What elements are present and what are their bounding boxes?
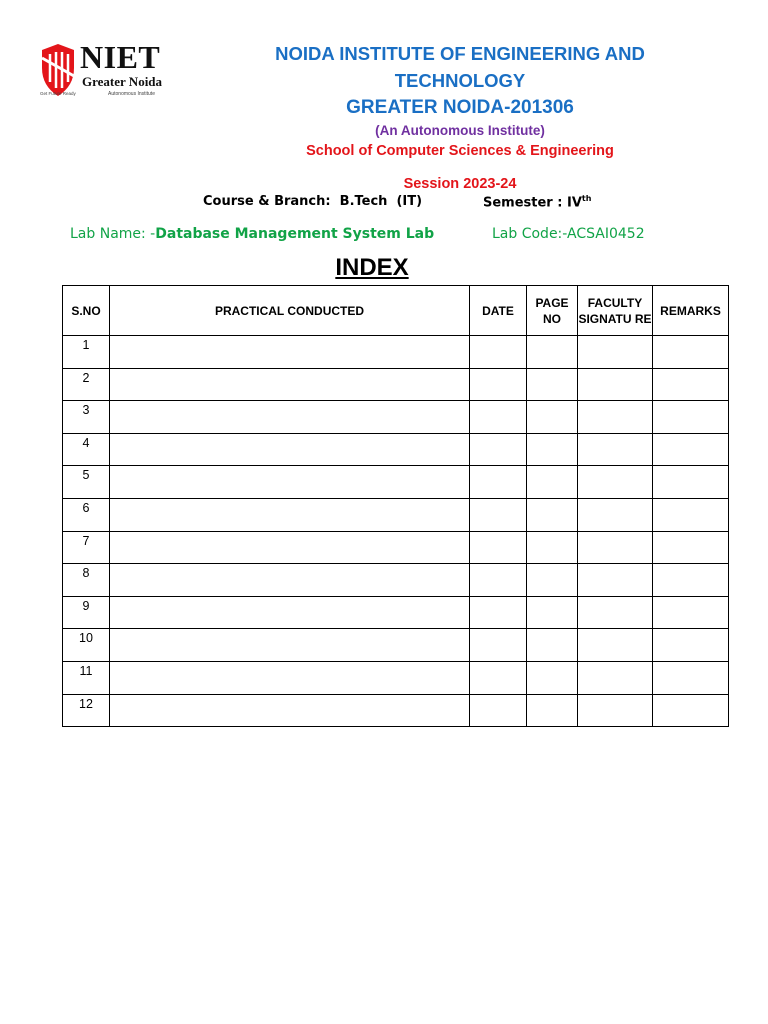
practical-cell bbox=[110, 564, 470, 597]
header-faculty-signature: FACULTY SIGNATU RE bbox=[578, 286, 653, 336]
index-table bbox=[62, 285, 729, 727]
sno-cell: 8 bbox=[63, 564, 110, 597]
remarks-cell bbox=[653, 336, 729, 369]
page-no-cell bbox=[527, 661, 578, 694]
institute-city: GREATER NOIDA-201306 bbox=[346, 97, 574, 118]
course-value: B.Tech (IT) bbox=[339, 194, 423, 209]
page-no-cell bbox=[527, 336, 578, 369]
page-no-cell bbox=[527, 368, 578, 401]
faculty-signature-cell bbox=[578, 368, 653, 401]
logo-text: NIET bbox=[80, 39, 161, 75]
logo-subtitle: Greater Noida bbox=[82, 74, 163, 89]
header-practical: PRACTICAL CONDUCTED bbox=[110, 286, 470, 336]
table-row bbox=[63, 433, 729, 466]
course-branch bbox=[203, 194, 422, 209]
remarks-cell bbox=[653, 694, 729, 727]
logo-tagline: Get Future Ready bbox=[40, 91, 76, 96]
remarks-cell bbox=[653, 466, 729, 499]
school-name: School of Computer Sciences & Engineering bbox=[306, 143, 614, 159]
lab-name-value: Database Management System Lab bbox=[155, 226, 435, 242]
faculty-signature-cell bbox=[578, 336, 653, 369]
table-row bbox=[63, 336, 729, 369]
faculty-signature-cell bbox=[578, 531, 653, 564]
page-no-cell bbox=[527, 401, 578, 434]
document-header bbox=[240, 40, 680, 163]
practical-cell bbox=[110, 596, 470, 629]
lab-name-label: Lab Name: - bbox=[70, 226, 156, 242]
remarks-cell bbox=[653, 596, 729, 629]
date-cell bbox=[470, 368, 527, 401]
remarks-cell bbox=[653, 401, 729, 434]
date-cell bbox=[470, 629, 527, 662]
semester-value: IV bbox=[566, 195, 582, 211]
session-label: Session 2023-24 bbox=[403, 176, 517, 192]
practical-cell bbox=[110, 694, 470, 727]
practical-cell bbox=[110, 433, 470, 466]
page-no-cell bbox=[527, 498, 578, 531]
institute-name-line1: NOIDA INSTITUTE OF ENGINEERING AND bbox=[275, 43, 645, 64]
practical-cell bbox=[110, 466, 470, 499]
practical-cell bbox=[110, 401, 470, 434]
date-cell bbox=[470, 661, 527, 694]
date-cell bbox=[470, 564, 527, 597]
faculty-signature-cell bbox=[578, 661, 653, 694]
table-row bbox=[63, 564, 729, 597]
table-row bbox=[63, 629, 729, 662]
sno-cell: 9 bbox=[63, 596, 110, 629]
page-no-cell bbox=[527, 596, 578, 629]
lab-code-value: ACSAI0452 bbox=[567, 226, 645, 242]
table-header-row bbox=[63, 286, 729, 336]
header-sno: S.NO bbox=[63, 286, 110, 336]
page-no-cell bbox=[527, 629, 578, 662]
table-row bbox=[63, 401, 729, 434]
practical-cell bbox=[110, 661, 470, 694]
practical-cell bbox=[110, 531, 470, 564]
faculty-signature-cell bbox=[578, 466, 653, 499]
autonomous-note: (An Autonomous Institute) bbox=[375, 123, 545, 138]
table-body bbox=[63, 336, 729, 727]
logo-autonomous-tag: Autonomous Institute bbox=[108, 91, 155, 97]
date-cell bbox=[470, 498, 527, 531]
faculty-signature-cell bbox=[578, 433, 653, 466]
sno-cell: 7 bbox=[63, 531, 110, 564]
remarks-cell bbox=[653, 661, 729, 694]
faculty-signature-cell bbox=[578, 498, 653, 531]
course-label: Course & Branch: bbox=[203, 194, 331, 209]
page-no-cell bbox=[527, 564, 578, 597]
lab-code bbox=[492, 226, 645, 242]
remarks-cell bbox=[653, 433, 729, 466]
page-no-cell bbox=[527, 531, 578, 564]
semester-suffix: th bbox=[581, 194, 592, 203]
table-row bbox=[63, 466, 729, 499]
faculty-signature-cell bbox=[578, 596, 653, 629]
date-cell bbox=[470, 401, 527, 434]
sno-cell: 5 bbox=[63, 466, 110, 499]
table-row bbox=[63, 661, 729, 694]
table-row bbox=[63, 498, 729, 531]
sno-cell: 11 bbox=[63, 661, 110, 694]
lab-code-label: Lab Code:- bbox=[492, 226, 568, 242]
remarks-cell bbox=[653, 629, 729, 662]
remarks-cell bbox=[653, 368, 729, 401]
remarks-cell bbox=[653, 498, 729, 531]
table-row bbox=[63, 531, 729, 564]
lab-name bbox=[70, 226, 434, 242]
page-no-cell bbox=[527, 694, 578, 727]
date-cell bbox=[470, 336, 527, 369]
faculty-signature-cell bbox=[578, 401, 653, 434]
faculty-signature-cell bbox=[578, 629, 653, 662]
date-cell bbox=[470, 433, 527, 466]
table-row bbox=[63, 694, 729, 727]
header-date: DATE bbox=[470, 286, 527, 336]
remarks-cell bbox=[653, 564, 729, 597]
page-no-cell bbox=[527, 466, 578, 499]
sno-cell: 2 bbox=[63, 368, 110, 401]
date-cell bbox=[470, 466, 527, 499]
faculty-signature-cell bbox=[578, 564, 653, 597]
date-cell bbox=[470, 596, 527, 629]
practical-cell bbox=[110, 629, 470, 662]
sno-cell: 6 bbox=[63, 498, 110, 531]
sno-cell: 4 bbox=[63, 433, 110, 466]
practical-cell bbox=[110, 336, 470, 369]
niet-emblem-icon bbox=[38, 42, 78, 98]
sno-cell: 3 bbox=[63, 401, 110, 434]
date-cell bbox=[470, 531, 527, 564]
header-remarks: REMARKS bbox=[653, 286, 729, 336]
faculty-signature-cell bbox=[578, 694, 653, 727]
table-row bbox=[63, 368, 729, 401]
practical-cell bbox=[110, 368, 470, 401]
index-title: INDEX bbox=[335, 254, 409, 281]
remarks-cell bbox=[653, 531, 729, 564]
page-no-cell bbox=[527, 433, 578, 466]
table-row bbox=[63, 596, 729, 629]
institute-name-line2: TECHNOLOGY bbox=[394, 70, 526, 91]
sno-cell: 12 bbox=[63, 694, 110, 727]
date-cell bbox=[470, 694, 527, 727]
header-page-no: PAGE NO bbox=[527, 286, 578, 336]
sno-cell: 1 bbox=[63, 336, 110, 369]
institute-logo bbox=[38, 40, 188, 102]
practical-cell bbox=[110, 498, 470, 531]
semester bbox=[483, 194, 591, 210]
semester-label: Semester : bbox=[483, 195, 563, 211]
sno-cell: 10 bbox=[63, 629, 110, 662]
